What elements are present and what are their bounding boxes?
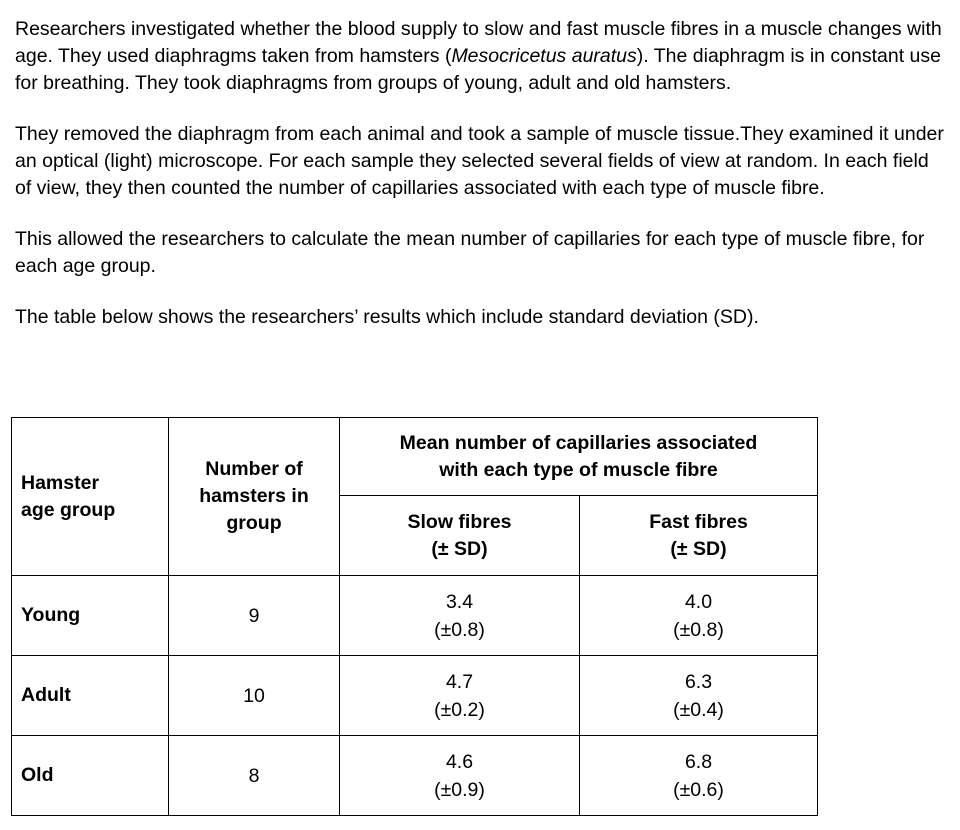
- table-row: [12, 576, 818, 656]
- fast-mean: 4.0: [684, 590, 713, 613]
- header-fast-line-2: (± SD): [670, 537, 727, 560]
- header-mean-line-2: with each type of muscle fibre: [439, 458, 718, 481]
- intro-paragraph-1: [15, 16, 945, 97]
- header-slow-fibres: [340, 496, 580, 576]
- slow-fibres-cell: [340, 656, 580, 736]
- species-name: Mesocricetus auratus: [451, 45, 637, 67]
- slow-fibres-cell: [340, 576, 580, 656]
- header-age-line-1: Hamster: [21, 471, 100, 494]
- table-row: [12, 736, 818, 816]
- header-age-line-2: age group: [21, 498, 116, 521]
- intro-text-1a: Researchers investigated whether the blood supply to slow and fast muscle fibres in a muscle changes with age. They used diaphragms taken from hamsters (: [15, 18, 942, 67]
- slow-sd: (±0.2): [434, 698, 485, 721]
- fast-mean: 6.8: [684, 750, 713, 773]
- results-table: [11, 417, 818, 816]
- fast-fibres-cell: [580, 576, 818, 656]
- table-header-row-1: [12, 418, 818, 496]
- age-group-cell: Old: [12, 736, 169, 816]
- age-group-cell: Adult: [12, 656, 169, 736]
- slow-mean: 4.7: [445, 670, 474, 693]
- fast-sd: (±0.6): [673, 778, 724, 801]
- header-slow-line-2: (± SD): [431, 537, 488, 560]
- header-age-group: [12, 418, 169, 576]
- slow-sd: (±0.9): [434, 778, 485, 801]
- intro-paragraph-3: This allowed the researchers to calculate the mean number of capillaries for each type of muscle fibre, for each age group.: [15, 228, 925, 277]
- header-number-of-hamsters: [169, 418, 340, 576]
- age-group-cell: Young: [12, 576, 169, 656]
- number-cell: 9: [169, 576, 340, 656]
- header-number-line-1: Number of: [205, 458, 303, 480]
- slow-sd: (±0.8): [434, 618, 485, 641]
- fast-sd: (±0.4): [673, 698, 724, 721]
- header-mean-line-1: Mean number of capillaries associated: [399, 431, 758, 454]
- slow-mean: 3.4: [445, 590, 474, 613]
- document-body: [15, 16, 945, 357]
- header-fast-line-1: Fast fibres: [649, 510, 748, 533]
- header-mean-capillaries: [340, 418, 818, 496]
- slow-mean: 4.6: [445, 750, 474, 773]
- fast-mean: 6.3: [684, 670, 713, 693]
- table-row: [12, 656, 818, 736]
- intro-paragraph-2: They removed the diaphragm from each animal and took a sample of muscle tissue.They examined it under an optical (light) microscope. For each sample they selected several fields of view at random. In each field of view, they then counted the number of capillaries associated with each type of muscle fibre.: [15, 123, 944, 199]
- number-cell: 8: [169, 736, 340, 816]
- fast-fibres-cell: [580, 736, 818, 816]
- header-number-line-3: group: [226, 512, 282, 534]
- header-fast-fibres: [580, 496, 818, 576]
- fast-sd: (±0.8): [673, 618, 724, 641]
- header-number-line-2: hamsters in: [199, 485, 309, 507]
- intro-paragraph-4: The table below shows the researchers’ results which include standard deviation (SD).: [15, 306, 759, 328]
- header-slow-line-1: Slow fibres: [407, 510, 512, 533]
- slow-fibres-cell: [340, 736, 580, 816]
- number-cell: 10: [169, 656, 340, 736]
- fast-fibres-cell: [580, 656, 818, 736]
- intro-text-1b: ). The diaphragm is in constant use for breathing. They took diaphragms from groups of young, adult and old hamsters.: [15, 45, 941, 94]
